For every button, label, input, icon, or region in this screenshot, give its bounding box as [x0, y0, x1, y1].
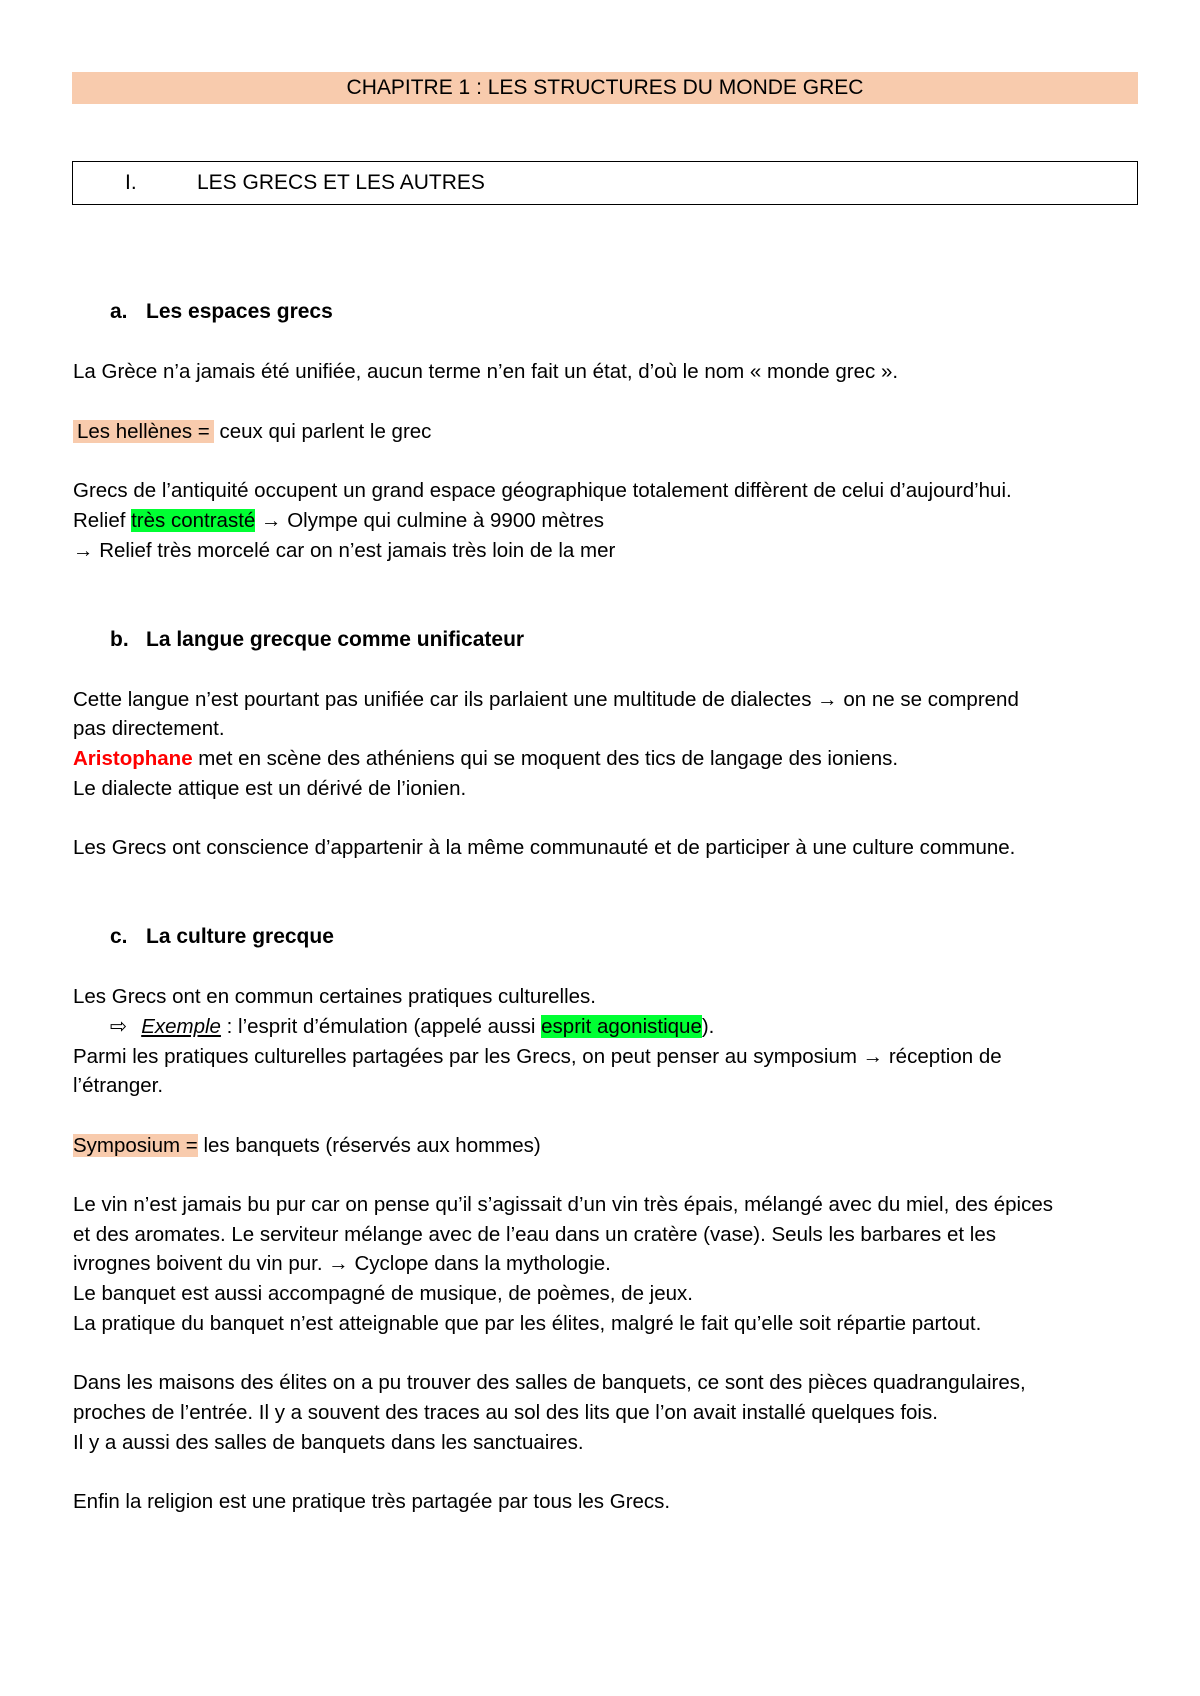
paragraph: proches de l’entrée. Il y a souvent des traces au sol des lits que l’on avait installé quelques fois.	[73, 1401, 938, 1424]
arrow-right-icon: →	[862, 1045, 884, 1068]
paragraph: Le vin n’est jamais bu pur car on pense qu’il s’agissait d’un vin très épais, mélangé avec du miel, des épices	[73, 1193, 1053, 1216]
paragraph: l’étranger.	[73, 1074, 164, 1097]
paragraph: ivrognes boivent du vin pur. → Cyclope dans la mythologie.	[73, 1252, 611, 1275]
highlighted-term: Symposium =	[73, 1134, 198, 1157]
highlighted-term: Les hellènes =	[73, 420, 214, 443]
arrow-right-icon: →	[817, 688, 838, 711]
subheading-letter: b.	[110, 628, 129, 651]
paragraph: Dans les maisons des élites on a pu trouver des salles de banquets, ce sont des pièces quadrangulaires,	[73, 1371, 1026, 1394]
paragraph: Relief très contrasté → Olympe qui culmine à 9900 mètres	[73, 509, 604, 532]
paragraph: Le dialecte attique est un dérivé de l’ionien.	[73, 777, 467, 800]
highlighted-term: esprit agonistique	[541, 1015, 702, 1038]
paragraph: → Relief très morcelé car on n’est jamais très loin de la mer	[73, 539, 616, 562]
highlighted-term: très contrasté	[131, 509, 256, 532]
arrow-right-icon: →	[73, 539, 94, 562]
subheading-title: Les espaces grecs	[146, 300, 333, 323]
chapter-title: CHAPITRE 1 : LES STRUCTURES DU MONDE GREC	[72, 72, 1138, 104]
subheading-c	[110, 922, 334, 952]
subheading-a	[110, 297, 333, 327]
arrow-right-icon: →	[328, 1252, 349, 1275]
definition-symposium: Symposium = les banquets (réservés aux hommes)	[73, 1134, 541, 1157]
example-bullet: ⇨ Exemple : l’esprit d’émulation (appelé aussi esprit agonistique).	[110, 1015, 715, 1038]
paragraph: La Grèce n’a jamais été unifiée, aucun terme n’en fait un état, d’où le nom « monde grec ».	[73, 360, 899, 383]
paragraph: Il y a aussi des salles de banquets dans les sanctuaires.	[73, 1431, 584, 1454]
section-number: I.	[125, 171, 137, 194]
paragraph: La pratique du banquet n’est atteignable que par les élites, malgré le fait qu’elle soit répartie partout.	[73, 1312, 982, 1335]
paragraph: et des aromates. Le serviteur mélange avec de l’eau dans un cratère (vase). Seuls les barbares et les	[73, 1223, 996, 1246]
paragraph: Aristophane met en scène des athéniens qui se moquent des tics de langage des ioniens.	[73, 747, 899, 770]
paragraph: Enfin la religion est une pratique très partagée par tous les Grecs.	[73, 1490, 671, 1513]
paragraph: pas directement.	[73, 717, 225, 740]
section-title: LES GRECS ET LES AUTRES	[197, 171, 485, 194]
paragraph: Les Grecs ont en commun certaines pratiques culturelles.	[73, 985, 597, 1008]
section-heading-box	[72, 161, 1138, 205]
subheading-title: La langue grecque comme unificateur	[146, 628, 525, 651]
paragraph: Cette langue n’est pourtant pas unifiée car ils parlaient une multitude de dialectes → on ne se comprend	[73, 688, 1019, 711]
subheading-letter: c.	[110, 925, 128, 948]
subheading-title: La culture grecque	[146, 925, 334, 948]
paragraph: Les Grecs ont conscience d’appartenir à la même communauté et de participer à une culture commune.	[73, 836, 1016, 859]
highlighted-name: Aristophane	[73, 747, 193, 770]
paragraph: Grecs de l’antiquité occupent un grand espace géographique totalement diffèrent de celui d’aujourd’hui.	[73, 479, 1012, 502]
subheading-letter: a.	[110, 300, 128, 323]
arrow-right-icon: →	[261, 509, 282, 532]
definition-hellenes: Les hellènes = ceux qui parlent le grec	[73, 417, 431, 447]
paragraph: Parmi les pratiques culturelles partagées par les Grecs, on peut penser au symposium → réception de	[73, 1045, 1002, 1068]
example-label: Exemple	[141, 1015, 221, 1038]
subheading-b	[110, 625, 524, 655]
paragraph: Le banquet est aussi accompagné de musique, de poèmes, de jeux.	[73, 1282, 693, 1305]
open-arrow-icon: ⇨	[110, 1015, 128, 1038]
